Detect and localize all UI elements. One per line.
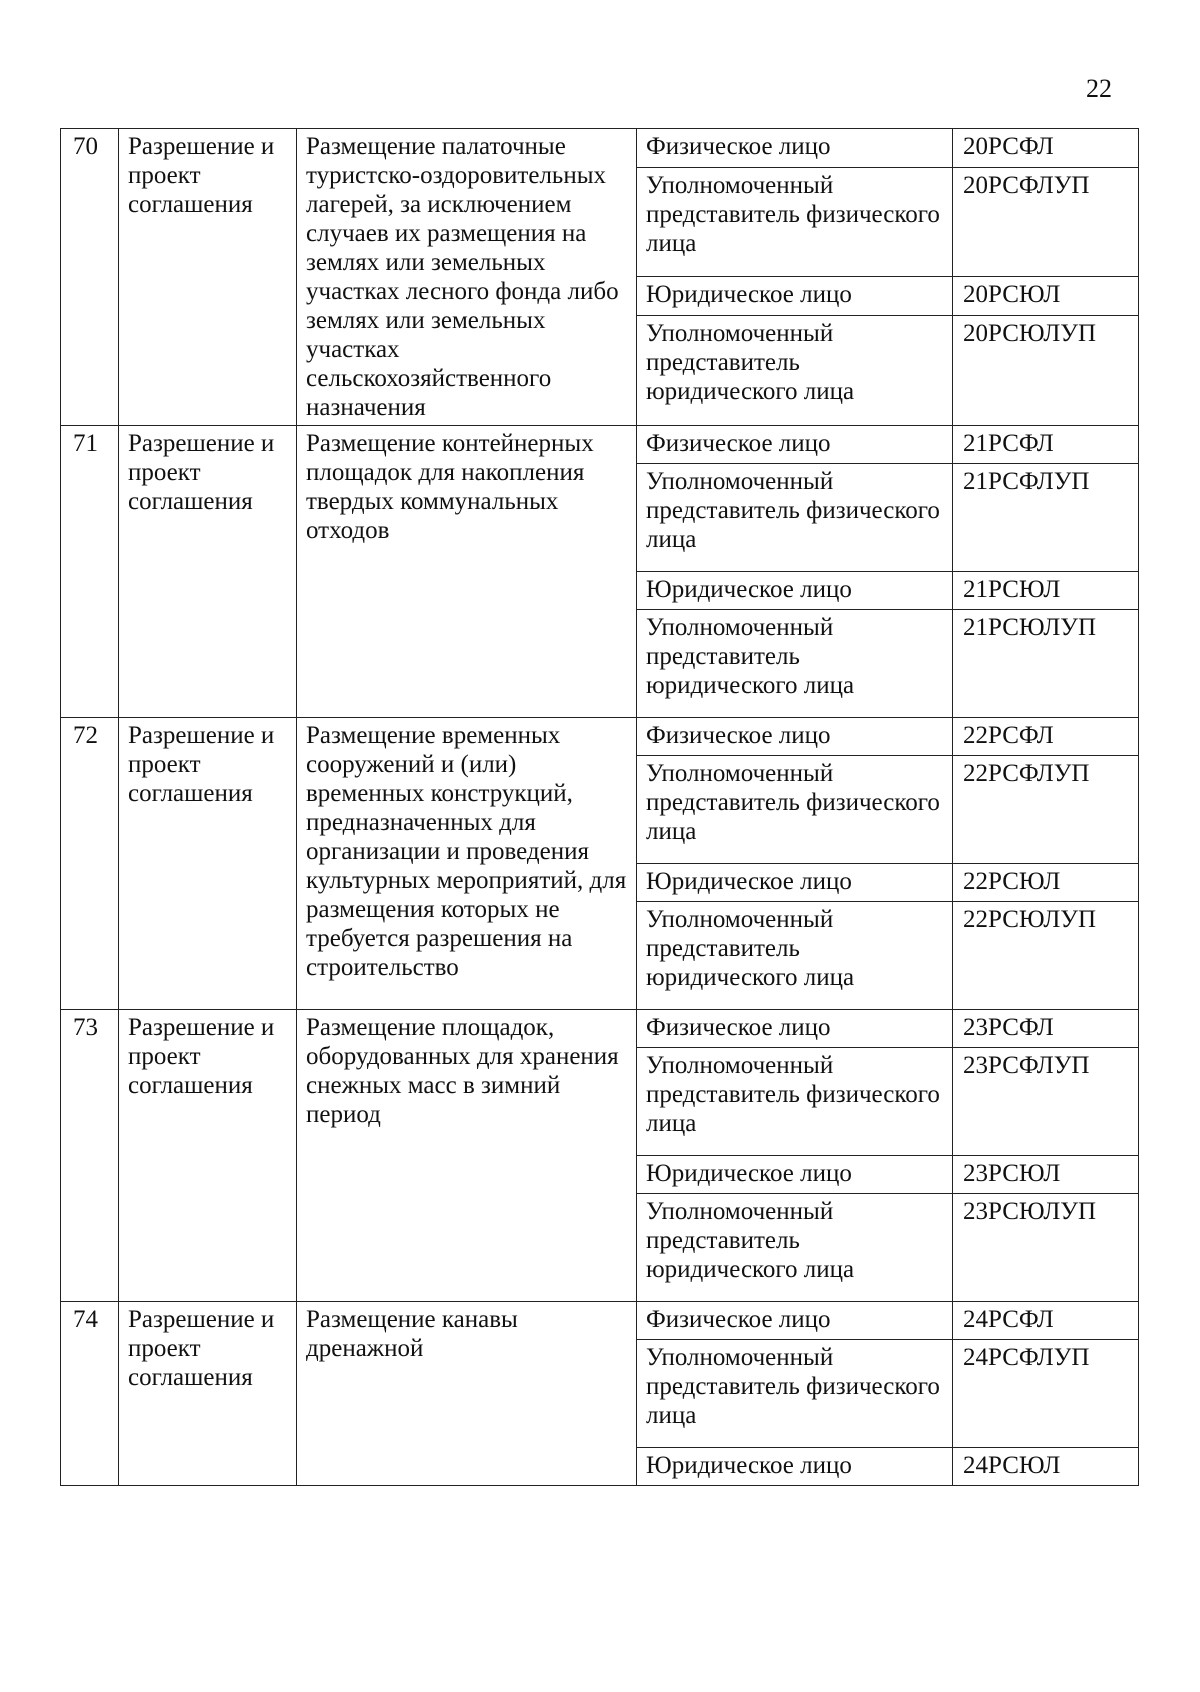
- service-code: 21РСФЛУП: [953, 464, 1139, 572]
- applicant-category: Уполномоченный представитель физического лица: [637, 464, 953, 572]
- table-row: [61, 718, 1139, 756]
- applicant-category: Физическое лицо: [637, 718, 953, 756]
- document-type: Разрешение и проект соглашения: [119, 1302, 297, 1486]
- placement-description: Размещение временных сооружений и (или) временных конструкций, предназначенных для организации и проведения культурных мероприятий, для размещения которых не требуется разрешения на строительство: [297, 718, 637, 1010]
- service-code: 21РСЮЛ: [953, 572, 1139, 610]
- service-code: 20РСЮЛУП: [953, 316, 1139, 426]
- service-code: 20РСЮЛ: [953, 277, 1139, 316]
- applicant-category: Уполномоченный представитель физического лица: [637, 1340, 953, 1448]
- service-code: 24РСЮЛ: [953, 1448, 1139, 1486]
- applicant-category: Уполномоченный представитель юридического лица: [637, 316, 953, 426]
- applicant-category: Юридическое лицо: [637, 864, 953, 902]
- service-code: 23РСФЛ: [953, 1010, 1139, 1048]
- applicant-category: Юридическое лицо: [637, 1448, 953, 1486]
- placement-description: Размещение канавы дренажной: [297, 1302, 637, 1486]
- applicant-category: Уполномоченный представитель физического лица: [637, 1048, 953, 1156]
- table-row: [61, 426, 1139, 464]
- applicant-category: Физическое лицо: [637, 1010, 953, 1048]
- applicant-category: Юридическое лицо: [637, 277, 953, 316]
- service-code: 24РСФЛ: [953, 1302, 1139, 1340]
- applicant-category: Уполномоченный представитель физического лица: [637, 756, 953, 864]
- applicant-category: Юридическое лицо: [637, 572, 953, 610]
- applicant-category: Физическое лицо: [637, 1302, 953, 1340]
- applicant-category: Юридическое лицо: [637, 1156, 953, 1194]
- row-number: 72: [61, 718, 119, 1010]
- table-row: [61, 129, 1139, 168]
- services-table: [60, 128, 1139, 1486]
- service-code: 21РСФЛ: [953, 426, 1139, 464]
- placement-description: Размещение площадок, оборудованных для хранения снежных масс в зимний период: [297, 1010, 637, 1302]
- document-type: Разрешение и проект соглашения: [119, 129, 297, 426]
- placement-description: Размещение палаточные туристско-оздоровительных лагерей, за исключением случаев их размещения на землях или земельных участках лесного фонда либо землях или земельных участках сельскохозяйственного назначения: [297, 129, 637, 426]
- service-code: 22РСФЛ: [953, 718, 1139, 756]
- applicant-category: Уполномоченный представитель юридического лица: [637, 902, 953, 1010]
- service-code: 20РСФЛУП: [953, 167, 1139, 277]
- applicant-category: Уполномоченный представитель юридического лица: [637, 1194, 953, 1302]
- service-code: 23РСФЛУП: [953, 1048, 1139, 1156]
- table-row: [61, 1302, 1139, 1340]
- table-body: [61, 129, 1139, 1486]
- applicant-category: Уполномоченный представитель физического лица: [637, 167, 953, 277]
- row-number: 71: [61, 426, 119, 718]
- service-code: 22РСФЛУП: [953, 756, 1139, 864]
- service-code: 23РСЮЛ: [953, 1156, 1139, 1194]
- document-type: Разрешение и проект соглашения: [119, 718, 297, 1010]
- row-number: 74: [61, 1302, 119, 1486]
- table-row: [61, 1010, 1139, 1048]
- document-type: Разрешение и проект соглашения: [119, 1010, 297, 1302]
- placement-description: Размещение контейнерных площадок для накопления твердых коммунальных отходов: [297, 426, 637, 718]
- page-number: 22: [1086, 74, 1112, 103]
- service-code: 24РСФЛУП: [953, 1340, 1139, 1448]
- service-code: 22РСЮЛУП: [953, 902, 1139, 1010]
- applicant-category: Физическое лицо: [637, 129, 953, 168]
- row-number: 73: [61, 1010, 119, 1302]
- service-code: 20РСФЛ: [953, 129, 1139, 168]
- row-number: 70: [61, 129, 119, 426]
- service-code: 22РСЮЛ: [953, 864, 1139, 902]
- applicant-category: Физическое лицо: [637, 426, 953, 464]
- document-type: Разрешение и проект соглашения: [119, 426, 297, 718]
- applicant-category: Уполномоченный представитель юридического лица: [637, 610, 953, 718]
- service-code: 21РСЮЛУП: [953, 610, 1139, 718]
- service-code: 23РСЮЛУП: [953, 1194, 1139, 1302]
